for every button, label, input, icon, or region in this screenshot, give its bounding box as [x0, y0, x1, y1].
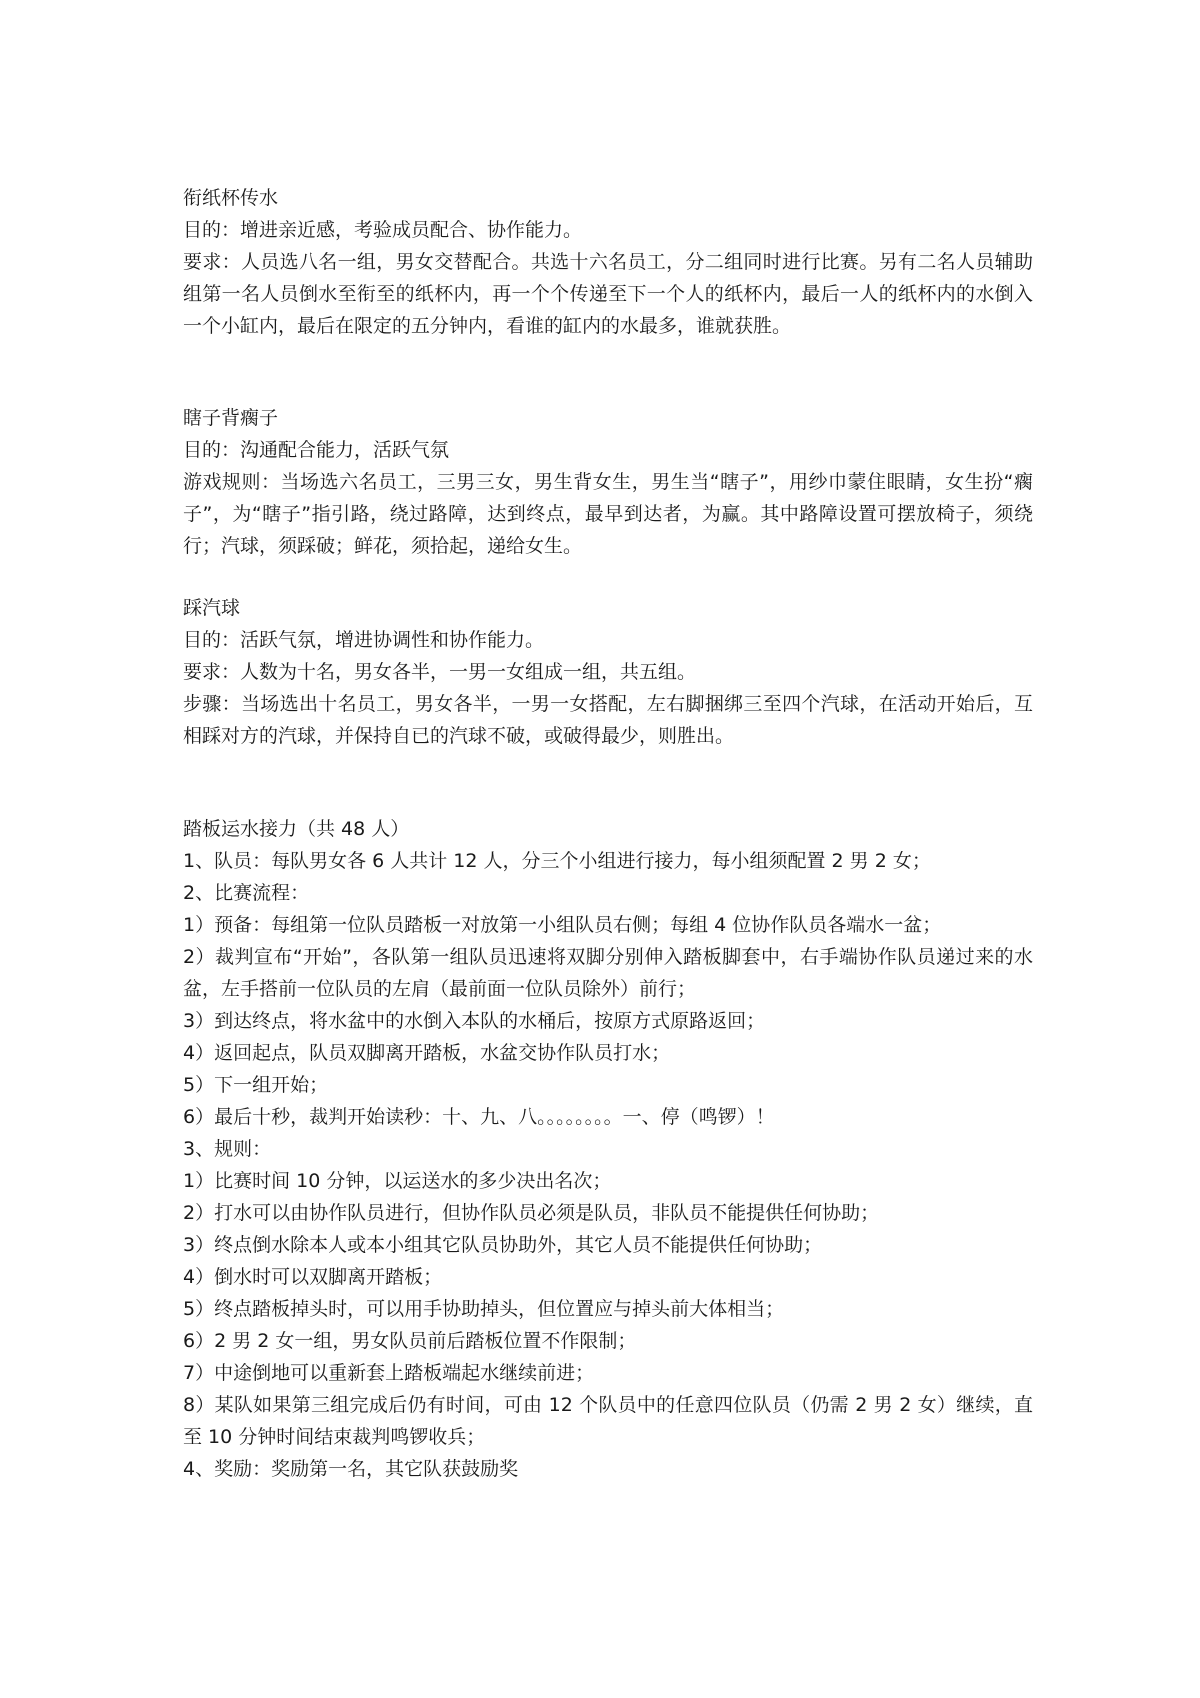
list-item: 1、队员：每队男女各 6 人共计 12 人，分三个小组进行接力，每小组须配置 2 男 2 女； [183, 850, 931, 872]
document-page [183, 182, 1033, 1485]
purpose-line: 目的：增进亲近感，考验成员配合、协作能力。 [183, 219, 583, 241]
list-item: 4）倒水时可以双脚离开踏板； [183, 1266, 443, 1288]
purpose-line: 目的：活跃气氛，增进协调性和协作能力。 [183, 629, 545, 651]
section-spacer [183, 752, 1033, 813]
purpose-line: 目的：沟通配合能力，活跃气氛 [183, 439, 450, 461]
list-item: 1）预备：每组第一位队员踏板一对放第一小组队员右侧；每组 4 位协作队员各端水一盆； [183, 914, 942, 936]
list-item: 2）打水可以由协作队员进行，但协作队员必须是队员，非队员不能提供任何协助； [183, 1202, 880, 1224]
list-item: 6）最后十秒，裁判开始读秒：十、九、八。。。。。。。。一、停（鸣锣）！ [183, 1106, 775, 1128]
section-pedal-water-relay [183, 813, 1033, 1485]
list-item: 3、规则： [183, 1138, 272, 1160]
list-item: 8）某队如果第三组完成后仍有时间，可由 12 个队员中的任意四位队员（仍需 2 男 2 女）继续，直至 10 分钟时间结束裁判鸣锣收兵； [183, 1394, 1033, 1448]
list-item: 2）裁判宣布“开始”，各队第一组队员迅速将双脚分别伸入踏板脚套中，右手端协作队员递过来的水盆，左手搭前一位队员的左肩（最前面一位队员除外）前行； [183, 946, 1033, 1000]
list-item: 7）中途倒地可以重新套上踏板端起水继续前进； [183, 1362, 595, 1384]
list-item: 4）返回起点，队员双脚离开踏板，水盆交协作队员打水； [183, 1042, 671, 1064]
list-item: 3）终点倒水除本人或本小组其它队员协助外，其它人员不能提供任何协助； [183, 1234, 823, 1256]
list-item: 5）下一组开始； [183, 1074, 329, 1096]
list-item: 2、比赛流程： [183, 882, 310, 904]
rules-paragraph: 游戏规则：当场选六名员工，三男三女，男生背女生，男生当“瞎子”，用纱巾蒙住眼睛，女生扮“瘸子”，为“瞎子”指引路，绕过路障，达到终点，最早到达者，为赢。其中路障设置可摆放椅子，须绕行；汽球，须踩破；鲜花，须拾起，递给女生。 [183, 471, 1033, 557]
section-title: 瞎子背瘸子 [183, 407, 279, 429]
list-item: 1）比赛时间 10 分钟，以运送水的多少决出名次； [183, 1170, 612, 1192]
list-item: 5）终点踏板掉头时，可以用手协助掉头，但位置应与掉头前大体相当； [183, 1298, 785, 1320]
section-title: 衔纸杯传水 [183, 187, 279, 209]
section-title: 踩汽球 [183, 597, 241, 619]
steps-paragraph: 步骤：当场选出十名员工，男女各半，一男一女搭配，左右脚捆绑三至四个汽球，在活动开始后，互相踩对方的汽球，并保持自已的汽球不破，或破得最少，则胜出。 [183, 693, 1033, 747]
list-item: 3）到达终点，将水盆中的水倒入本队的水桶后，按原方式原路返回； [183, 1010, 766, 1032]
section-blind-carry [183, 402, 1033, 562]
requirement-line: 要求：人数为十名，男女各半，一男一女组成一组，共五组。 [183, 661, 697, 683]
section-spacer [183, 562, 1033, 592]
list-item: 6）2 男 2 女一组，男女队员前后踏板位置不作限制； [183, 1330, 637, 1352]
requirement-paragraph: 要求：人员选八名一组，男女交替配合。共选十六名员工，分二组同时进行比赛。另有二名人员辅助组第一名人员倒水至衔至的纸杯内，再一个个传递至下一个人的纸杯内，最后一人的纸杯内的水倒入一个小缸内，最后在限定的五分钟内，看谁的缸内的水最多，谁就获胜。 [183, 251, 1033, 337]
section-paper-cup-relay [183, 182, 1033, 342]
section-balloon-stomp [183, 592, 1033, 752]
list-item: 4、奖励：奖励第一名，其它队获鼓励奖 [183, 1458, 519, 1480]
section-spacer [183, 342, 1033, 402]
section-title: 踏板运水接力（共 48 人） [183, 818, 410, 840]
